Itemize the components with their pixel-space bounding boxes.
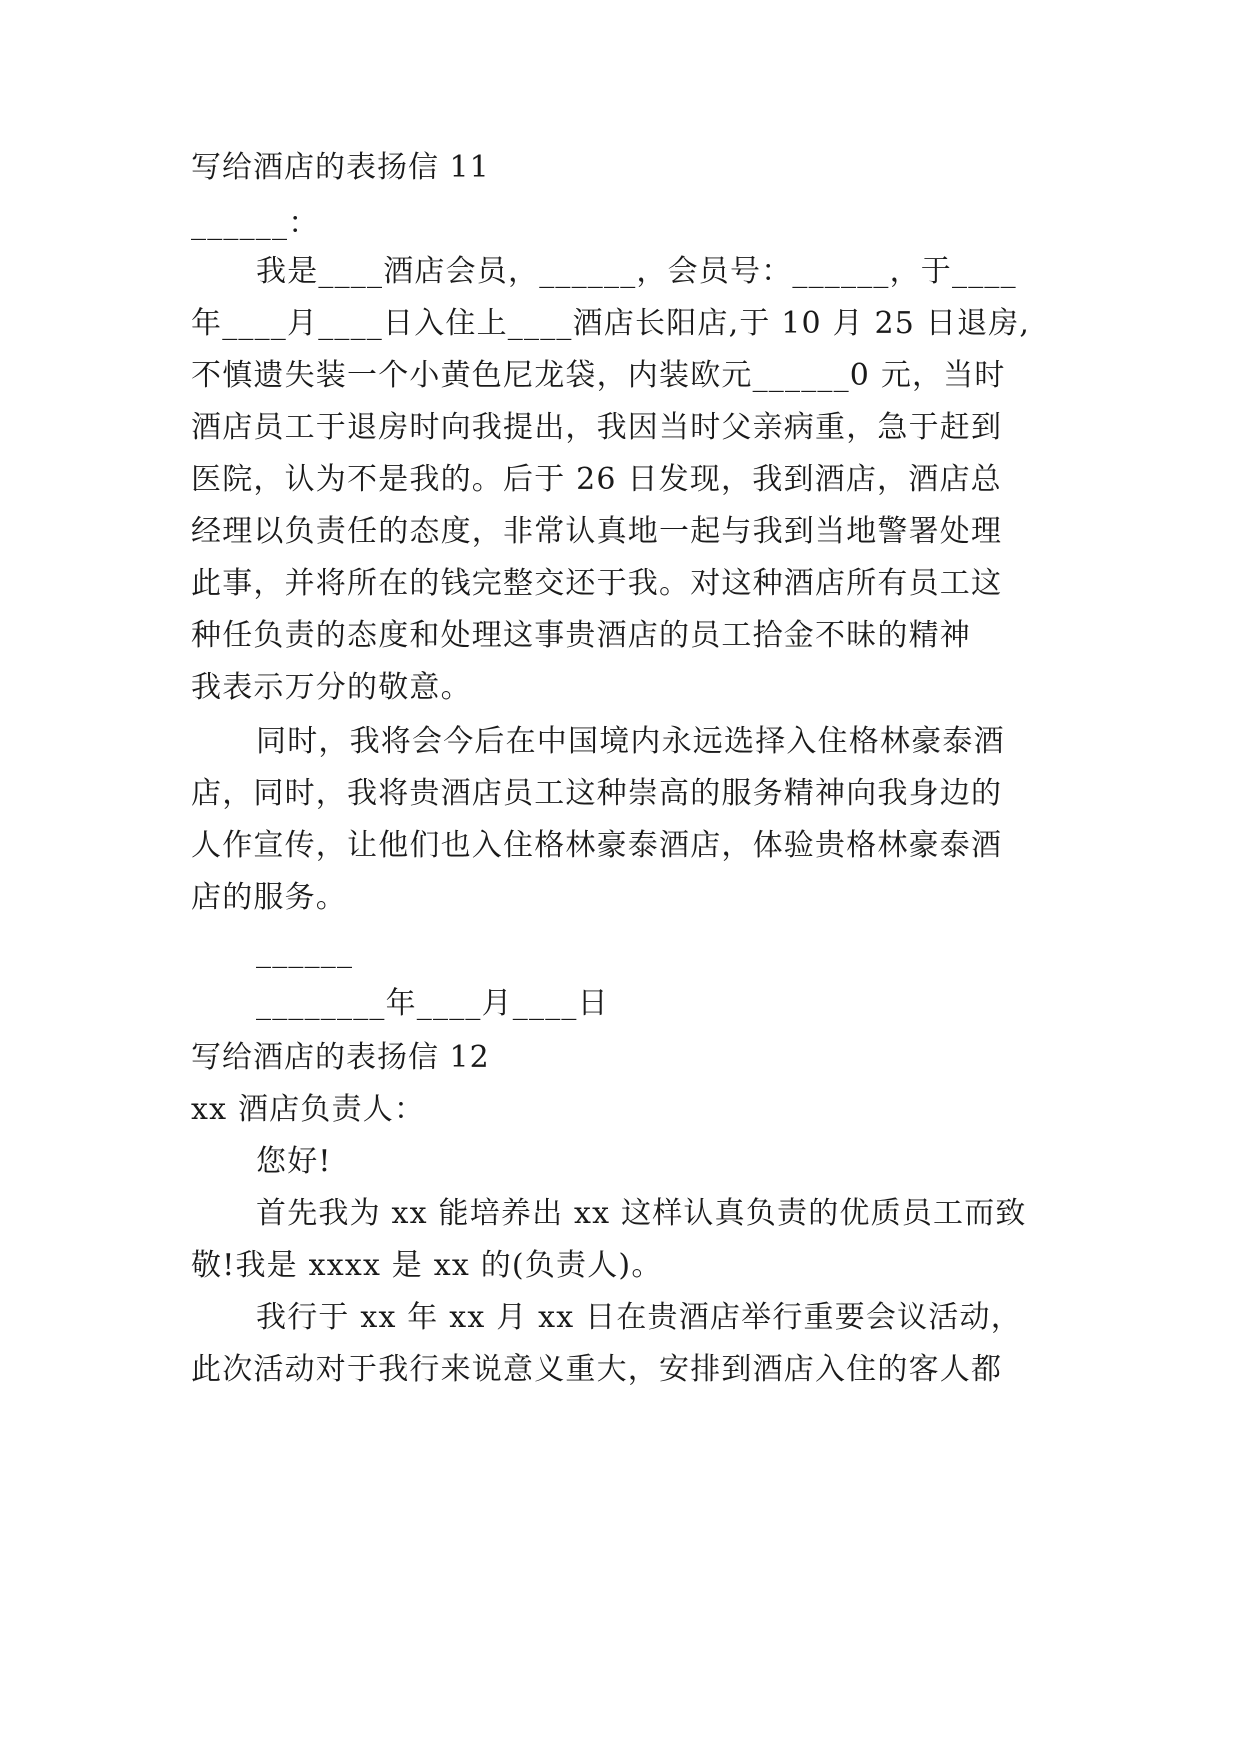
letter-12-p2-line-1: 我行于 xx 年 xx 月 xx 日在贵酒店举行重要会议活动， xyxy=(256,1300,1022,1335)
letter-11-p1-line-9: 我表示万分的敬意。 xyxy=(191,670,472,705)
letter-11-p1-line-1: 我是____酒店会员，______，会员号：______，于____ xyxy=(256,254,1017,289)
letter-11-p1-line-7: 此事，并将所在的钱完整交还于我。对这种酒店所有员工这 xyxy=(191,566,1003,601)
letter-11-p1-line-4: 酒店员工于退房时向我提出，我因当时父亲病重，急于赶到 xyxy=(191,410,1003,445)
letter-11-p1-line-8: 种任负责的态度和处理这事贵酒店的员工拾金不昧的精神 xyxy=(191,618,971,653)
letter-11-p1-line-5: 医院，认为不是我的。后于 26 日发现，我到酒店，酒店总 xyxy=(191,462,1002,497)
letter-11-salutation: ______： xyxy=(191,206,320,241)
letter-12-title: 写给酒店的表扬信 12 xyxy=(191,1040,490,1075)
letter-12-p1-line-2: 敬!我是 xxxx 是 xx 的(负责人)。 xyxy=(191,1248,663,1283)
letter-11-p2-line-2: 店，同时，我将贵酒店员工这种崇高的服务精神向我身边的 xyxy=(191,776,1003,811)
letter-11-p1-line-6: 经理以负责任的态度，非常认真地一起与我到当地警署处理 xyxy=(191,514,1003,549)
letter-11-p1-line-3: 不慎遗失装一个小黄色尼龙袋，内装欧元______0 元，当时 xyxy=(191,358,1006,393)
letter-11-title: 写给酒店的表扬信 11 xyxy=(191,150,490,185)
letter-11-p2-line-4: 店的服务。 xyxy=(191,880,347,915)
letter-11-signature: ______ xyxy=(256,934,354,969)
letter-11-date: ________年____月____日 xyxy=(256,986,609,1021)
letter-12-p2-line-2: 此次活动对于我行来说意义重大，安排到酒店入住的客人都 xyxy=(191,1352,1003,1387)
letter-11-p1-line-2: 年____月____日入住上____酒店长阳店,于 10 月 25 日退房, xyxy=(191,306,1031,341)
letter-12-p1-line-1: 首先我为 xx 能培养出 xx 这样认真负责的优质员工而致 xyxy=(256,1196,1027,1231)
letter-11-p2-line-1: 同时，我将会今后在中国境内永远选择入住格林豪泰酒 xyxy=(256,724,1005,759)
letter-12-salutation: xx 酒店负责人： xyxy=(191,1092,426,1127)
letter-12-greeting: 您好! xyxy=(256,1144,332,1179)
letter-11-p2-line-3: 人作宣传，让他们也入住格林豪泰酒店，体验贵格林豪泰酒 xyxy=(191,828,1003,863)
